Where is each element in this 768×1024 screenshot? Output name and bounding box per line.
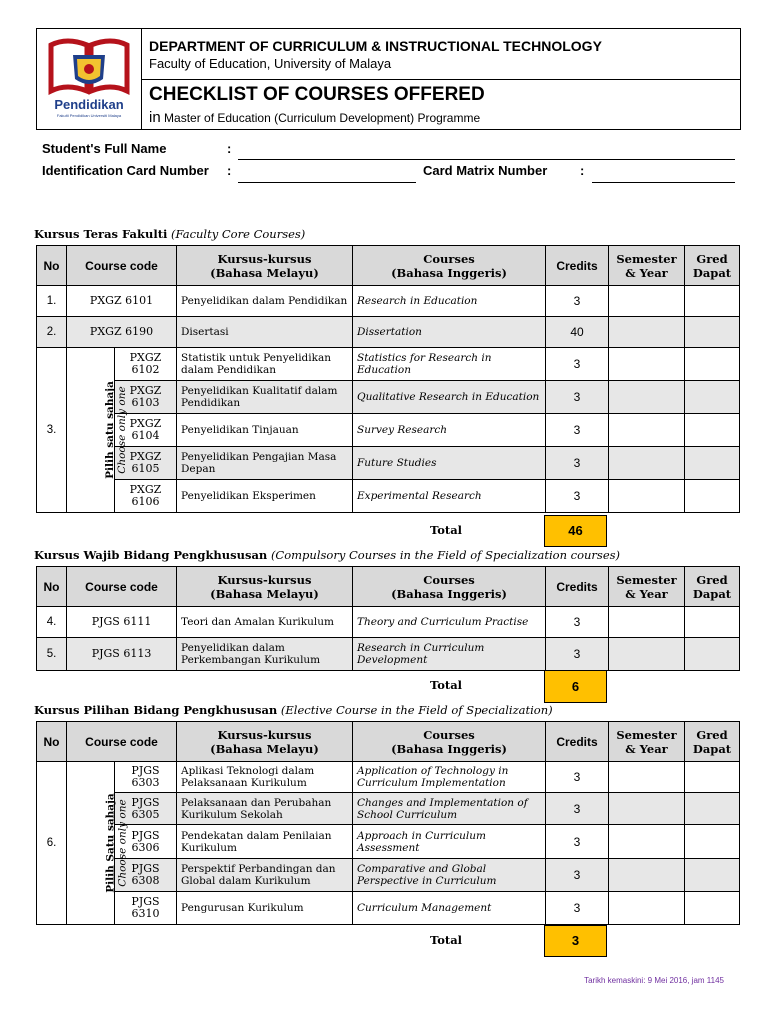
row-credits: 3 xyxy=(546,892,609,925)
table-row xyxy=(37,480,740,513)
row-no: 5. xyxy=(37,638,67,671)
grade-cell[interactable] xyxy=(685,638,740,671)
header-top xyxy=(141,29,740,80)
colon: : xyxy=(580,163,585,178)
faculty-logo xyxy=(37,29,142,129)
col-grade: Gred Dapat xyxy=(685,567,740,607)
row-malay: Teori dan Amalan Kurikulum xyxy=(177,607,353,638)
row-english: Dissertation xyxy=(353,317,546,348)
core-courses-table xyxy=(36,245,740,513)
semester-cell[interactable] xyxy=(609,447,685,480)
matrix-number-field[interactable] xyxy=(592,182,735,183)
row-credits: 3 xyxy=(546,825,609,859)
grade-cell[interactable] xyxy=(685,286,740,317)
row-no: 6. xyxy=(37,762,67,925)
row-credits: 3 xyxy=(546,793,609,825)
col-no: No xyxy=(37,722,67,762)
row-malay: Perspektif Perbandingan dan Global dalam Kurikulum xyxy=(177,859,353,892)
row-malay: Statistik untuk Penyelidikan dalam Pendidikan xyxy=(177,348,353,381)
table-row xyxy=(37,414,740,447)
row-code: PXGZ 6101 xyxy=(67,286,177,317)
row-no: 3. xyxy=(37,348,67,513)
row-malay: Aplikasi Teknologi dalam Pelaksanaan Kurikulum xyxy=(177,762,353,793)
table-row xyxy=(37,892,740,925)
col-no: No xyxy=(37,567,67,607)
grade-cell[interactable] xyxy=(685,447,740,480)
row-no: 4. xyxy=(37,607,67,638)
col-grade: Gred Dapat xyxy=(685,722,740,762)
col-credits: Credits xyxy=(546,722,609,762)
semester-cell[interactable] xyxy=(609,414,685,447)
last-updated-note: Tarikh kemaskini: 9 Mei 2016, jam 1145 xyxy=(584,976,724,985)
row-credits: 3 xyxy=(546,859,609,892)
row-credits: 3 xyxy=(546,480,609,513)
row-code: PJGS 6305 xyxy=(115,793,177,825)
row-no: 2. xyxy=(37,317,67,348)
semester-cell[interactable] xyxy=(609,317,685,348)
col-semester: Semester & Year xyxy=(609,722,685,762)
col-malay: Kursus-kursus (Bahasa Melayu) xyxy=(177,246,353,286)
row-code: PJGS 6113 xyxy=(67,638,177,671)
row-no: 1. xyxy=(37,286,67,317)
compulsory-total-label: Total xyxy=(430,678,463,692)
row-code: PJGS 6306 xyxy=(115,825,177,859)
elective-total-value: 3 xyxy=(544,925,607,957)
row-malay: Penyelidikan Pengajian Masa Depan xyxy=(177,447,353,480)
col-semester: Semester & Year xyxy=(609,567,685,607)
row-english: Statistics for Research in Education xyxy=(353,348,546,381)
grade-cell[interactable] xyxy=(685,825,740,859)
row-code: PXGZ 6104 xyxy=(115,414,177,447)
row-credits: 3 xyxy=(546,762,609,793)
colon: : xyxy=(227,163,232,178)
col-semester: Semester & Year xyxy=(609,246,685,286)
page-title: CHECKLIST OF COURSES OFFERED xyxy=(149,84,485,105)
row-code: PJGS 6310 xyxy=(115,892,177,925)
grade-cell[interactable] xyxy=(685,762,740,793)
table-row xyxy=(37,859,740,892)
table-row xyxy=(37,793,740,825)
choose-one-label: Pilih satu sahaja Choose only one xyxy=(67,348,115,513)
row-english: Research in Education xyxy=(353,286,546,317)
row-malay: Pelaksanaan dan Perubahan Kurikulum Sekolah xyxy=(177,793,353,825)
ic-number-label: Identification Card Number xyxy=(42,163,209,178)
semester-cell[interactable] xyxy=(609,638,685,671)
core-heading-english: (Faculty Core Courses) xyxy=(171,227,306,241)
grade-cell[interactable] xyxy=(685,381,740,414)
row-credits: 40 xyxy=(546,317,609,348)
student-name-label: Student's Full Name xyxy=(42,141,167,156)
grade-cell[interactable] xyxy=(685,480,740,513)
row-code: PJGS 6303 xyxy=(115,762,177,793)
semester-cell[interactable] xyxy=(609,607,685,638)
row-malay: Penyelidikan Eksperimen xyxy=(177,480,353,513)
grade-cell[interactable] xyxy=(685,607,740,638)
row-malay: Penyelidikan Kualitatif dalam Pendidikan xyxy=(177,381,353,414)
core-total-value: 46 xyxy=(544,515,607,547)
grade-cell[interactable] xyxy=(685,793,740,825)
program-text: Master of Education (Curriculum Development) Programme xyxy=(164,111,481,125)
table-header-row xyxy=(37,246,740,286)
matrix-number-label: Card Matrix Number xyxy=(423,163,548,178)
compulsory-heading-english: (Compulsory Courses in the Field of Specialization courses) xyxy=(270,548,621,562)
core-section-heading xyxy=(34,227,305,241)
semester-cell[interactable] xyxy=(609,892,685,925)
row-english: Survey Research xyxy=(353,414,546,447)
program-name xyxy=(149,109,480,126)
row-english: Approach in Curriculum Assessment xyxy=(353,825,546,859)
row-malay: Disertasi xyxy=(177,317,353,348)
core-total-label: Total xyxy=(430,523,463,537)
row-code: PJGS 6308 xyxy=(115,859,177,892)
table-row xyxy=(37,825,740,859)
row-english: Theory and Curriculum Practise xyxy=(353,607,546,638)
ic-number-field[interactable] xyxy=(238,182,416,183)
row-english: Comparative and Global Perspective in Curriculum xyxy=(353,859,546,892)
table-row xyxy=(37,317,740,348)
col-course-code: Course code xyxy=(67,722,177,762)
row-english: Qualitative Research in Education xyxy=(353,381,546,414)
semester-cell[interactable] xyxy=(609,480,685,513)
col-english: Courses (Bahasa Inggeris) xyxy=(353,722,546,762)
row-english: Application of Technology in Curriculum Implementation xyxy=(353,762,546,793)
row-english: Future Studies xyxy=(353,447,546,480)
col-malay: Kursus-kursus (Bahasa Melayu) xyxy=(177,722,353,762)
col-course-code: Course code xyxy=(67,567,177,607)
row-credits: 3 xyxy=(546,286,609,317)
choose-one-label: Pilih Satu sahaja Choose only one xyxy=(67,762,115,925)
book-crest-icon xyxy=(37,29,141,99)
row-credits: 3 xyxy=(546,348,609,381)
semester-cell[interactable] xyxy=(609,825,685,859)
row-malay: Penyelidikan Tinjauan xyxy=(177,414,353,447)
col-credits: Credits xyxy=(546,246,609,286)
semester-cell[interactable] xyxy=(609,348,685,381)
compulsory-heading-malay: Kursus Wajib Bidang Pengkhususan xyxy=(34,548,268,562)
elective-heading-malay: Kursus Pilihan Bidang Pengkhususan xyxy=(34,703,278,717)
elective-section-heading xyxy=(34,703,553,717)
semester-cell[interactable] xyxy=(609,381,685,414)
elective-courses-table xyxy=(36,721,740,925)
table-row xyxy=(37,607,740,638)
row-credits: 3 xyxy=(546,414,609,447)
col-grade: Gred Dapat xyxy=(685,246,740,286)
row-malay: Penyelidikan dalam Pendidikan xyxy=(177,286,353,317)
compulsory-courses-table xyxy=(36,566,740,671)
col-course-code: Course code xyxy=(67,246,177,286)
row-english: Curriculum Management xyxy=(353,892,546,925)
logo-subcaption: Fakulti Pendidikan Universiti Malaya xyxy=(56,113,122,118)
row-english: Changes and Implementation of School Curriculum xyxy=(353,793,546,825)
col-english: Courses (Bahasa Inggeris) xyxy=(353,567,546,607)
semester-cell[interactable] xyxy=(609,859,685,892)
semester-cell[interactable] xyxy=(609,762,685,793)
grade-cell[interactable] xyxy=(685,859,740,892)
row-english: Experimental Research xyxy=(353,480,546,513)
colon: : xyxy=(227,141,232,156)
core-heading-malay: Kursus Teras Fakulti xyxy=(34,227,168,241)
row-credits: 3 xyxy=(546,607,609,638)
col-credits: Credits xyxy=(546,567,609,607)
student-name-field[interactable] xyxy=(238,159,735,160)
row-credits: 3 xyxy=(546,638,609,671)
row-code: PXGZ 6103 xyxy=(115,381,177,414)
row-code: PXGZ 6190 xyxy=(67,317,177,348)
row-code: PXGZ 6105 xyxy=(115,447,177,480)
table-row xyxy=(37,381,740,414)
table-row xyxy=(37,286,740,317)
grade-cell[interactable] xyxy=(685,414,740,447)
compulsory-total-value: 6 xyxy=(544,670,607,703)
elective-total-label: Total xyxy=(430,933,463,947)
grade-cell[interactable] xyxy=(685,348,740,381)
row-credits: 3 xyxy=(546,381,609,414)
row-malay: Penyelidikan dalam Perkembangan Kurikulum xyxy=(177,638,353,671)
row-code: PJGS 6111 xyxy=(67,607,177,638)
table-row xyxy=(37,348,740,381)
table-header-row xyxy=(37,722,740,762)
col-malay: Kursus-kursus (Bahasa Melayu) xyxy=(177,567,353,607)
table-row xyxy=(37,638,740,671)
compulsory-section-heading xyxy=(34,548,620,562)
row-english: Research in Curriculum Development xyxy=(353,638,546,671)
col-no: No xyxy=(37,246,67,286)
program-prefix: in xyxy=(149,109,161,126)
row-code: PXGZ 6102 xyxy=(115,348,177,381)
row-credits: 3 xyxy=(546,447,609,480)
col-english: Courses (Bahasa Inggeris) xyxy=(353,246,546,286)
semester-cell[interactable] xyxy=(609,793,685,825)
department-name: DEPARTMENT OF CURRICULUM & INSTRUCTIONAL TECHNOLOGY xyxy=(149,38,602,54)
semester-cell[interactable] xyxy=(609,286,685,317)
table-row xyxy=(37,447,740,480)
row-code: PXGZ 6106 xyxy=(115,480,177,513)
grade-cell[interactable] xyxy=(685,317,740,348)
table-row xyxy=(37,762,740,793)
faculty-name: Faculty of Education, University of Malaya xyxy=(149,56,392,71)
document-header xyxy=(36,28,741,130)
table-header-row xyxy=(37,567,740,607)
row-malay: Pengurusan Kurikulum xyxy=(177,892,353,925)
grade-cell[interactable] xyxy=(685,892,740,925)
elective-heading-english: (Elective Course in the Field of Specialization) xyxy=(280,703,553,717)
row-malay: Pendekatan dalam Penilaian Kurikulum xyxy=(177,825,353,859)
logo-caption: Pendidikan xyxy=(54,97,124,112)
